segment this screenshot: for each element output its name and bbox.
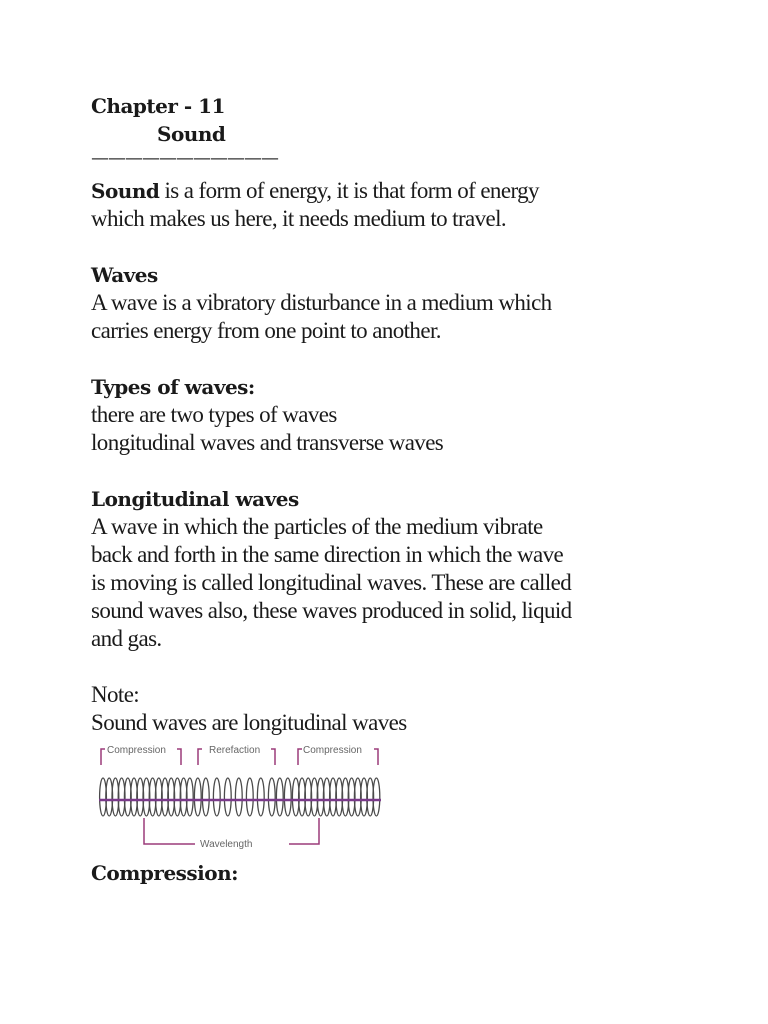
types-line-2: longitudinal waves and transverse waves: [91, 430, 444, 455]
longitudinal-line-2: back and forth in the same direction in which the wave: [91, 542, 564, 567]
intro-line-1: [91, 177, 539, 205]
waves-heading: Waves: [91, 263, 158, 287]
longitudinal-wave-diagram: [95, 738, 385, 853]
spring-coil-illustration: [95, 738, 385, 853]
longitudinal-heading: Longitudinal waves: [91, 487, 299, 511]
rarefaction-label: Rerefaction: [209, 745, 261, 756]
note-label: Note:: [91, 682, 140, 707]
waves-line-2: carries energy from one point to another.: [91, 318, 441, 343]
types-heading: Types of waves:: [91, 375, 255, 399]
horizontal-rule: ———————————: [91, 148, 278, 169]
intro-line-2: which makes us here, it needs medium to travel.: [91, 206, 507, 231]
compression-right-label: Compression: [303, 745, 362, 756]
compression-heading: Compression:: [91, 861, 239, 885]
longitudinal-line-4: sound waves also, these waves produced in solid, liquid: [91, 598, 572, 623]
wavelength-label: Wavelength: [200, 839, 253, 850]
longitudinal-line-3: is moving is called longitudinal waves. These are called: [91, 570, 572, 595]
chapter-heading: Chapter - 11: [91, 94, 225, 118]
compression-left-label: Compression: [107, 745, 166, 756]
types-line-1: there are two types of waves: [91, 402, 337, 427]
sound-term: Sound: [91, 179, 160, 203]
longitudinal-line-1: A wave in which the particles of the medium vibrate: [91, 514, 543, 539]
chapter-title: Sound: [157, 122, 226, 146]
note-text: Sound waves are longitudinal waves: [91, 710, 407, 735]
waves-line-1: A wave is a vibratory disturbance in a medium which: [91, 290, 552, 315]
intro-line-1-text: is a form of energy, it is that form of energy: [159, 178, 539, 203]
longitudinal-line-5: and gas.: [91, 626, 162, 651]
